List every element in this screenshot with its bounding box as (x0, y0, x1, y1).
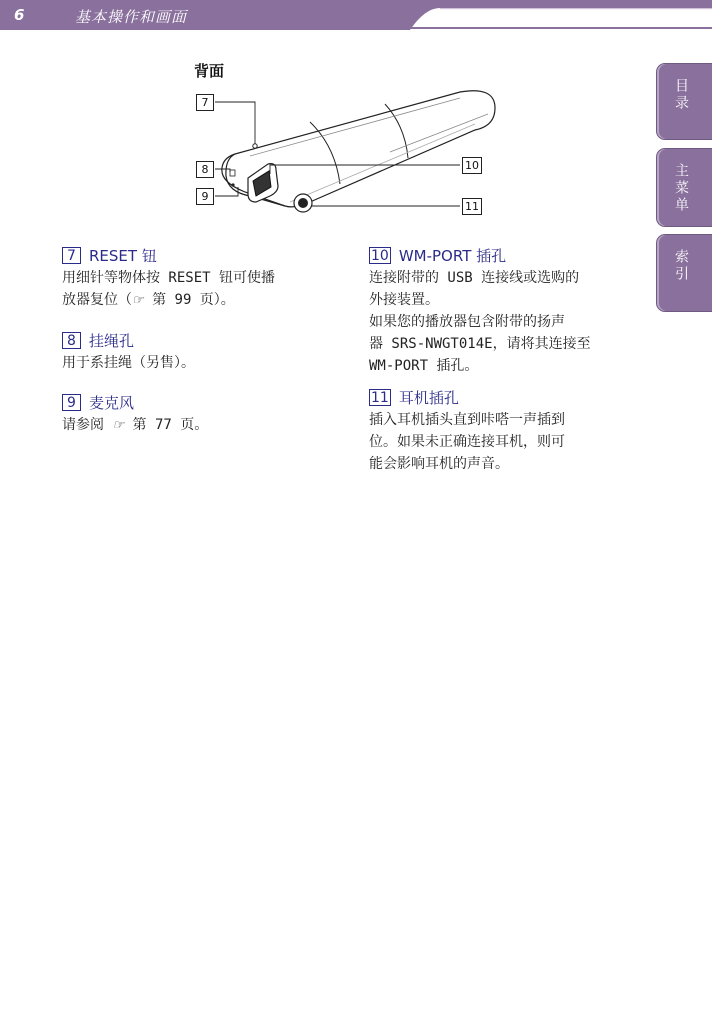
item-description (62, 414, 332, 437)
item-description (62, 352, 332, 374)
item-strap-hole (62, 330, 332, 374)
description-line (62, 414, 332, 437)
page-header (0, 0, 712, 30)
tab-index[interactable] (657, 235, 712, 311)
text-segment: 请参阅 (62, 417, 113, 433)
text-segment: 放器复位（ (62, 292, 132, 308)
callout-8: 8 (196, 161, 214, 178)
item-description (369, 267, 639, 377)
tab-index-label: 索引 (673, 249, 689, 283)
description-line: 连接附带的 USB 连接线或选购的 (369, 270, 580, 286)
callout-9: 9 (196, 188, 214, 205)
description-line: 器 SRS-NWGT014E，请将其连接至 (369, 336, 591, 352)
description-line: 外接装置。 (369, 292, 439, 308)
item-wm-port (369, 245, 639, 377)
description-line: 如果您的播放器包含附带的扬声 (369, 314, 565, 330)
item-title: 麦克风 (89, 393, 135, 412)
item-title: 耳机插孔 (398, 388, 459, 407)
tab-main-menu[interactable] (657, 149, 712, 226)
callout-7: 7 (196, 94, 214, 111)
item-title: WM-PORT 插孔 (398, 246, 507, 265)
page-number: 6 (14, 6, 25, 24)
item-headphone-jack (369, 387, 639, 475)
figure-title: 背面 (194, 62, 225, 80)
item-number: 9 (62, 394, 81, 411)
page-reference-link[interactable]: 第 99 页）。 (143, 292, 235, 308)
device-back-illustration (190, 84, 500, 229)
item-number: 7 (62, 247, 81, 264)
item-number: 10 (371, 247, 389, 264)
item-number: 11 (371, 389, 389, 406)
item-title: 挂绳孔 (89, 331, 135, 350)
callout-11: 11 (462, 198, 482, 215)
item-description (369, 409, 639, 475)
item-number: 8 (62, 332, 81, 349)
description-line: 位。如果未正确连接耳机，则可 (369, 434, 565, 450)
item-reset-button (62, 245, 332, 312)
tab-table-of-contents[interactable] (657, 64, 712, 139)
tab-main-menu-label: 主菜单 (673, 163, 689, 214)
description-line: 用细针等物体按 RESET 钮可使播 (62, 270, 276, 286)
description-line: 用于系挂绳（另售）。 (62, 355, 195, 371)
callout-10: 10 (462, 157, 482, 174)
tab-toc-label: 目录 (673, 78, 689, 112)
section-title: 基本操作和画面 (75, 8, 188, 26)
item-description (62, 267, 332, 312)
description-line (62, 289, 332, 312)
player-drawing (190, 84, 500, 229)
description-line: 插入耳机插头直到咔嗒一声插到 (369, 412, 565, 428)
page-reference-link[interactable]: 第 77 页。 (124, 417, 209, 433)
description-line: WM-PORT 插孔。 (369, 358, 479, 374)
item-microphone (62, 392, 332, 437)
page-reference-icon: ☞ (112, 418, 125, 433)
page-reference-icon: ☞ (132, 293, 144, 308)
description-line: 能会影响耳机的声音。 (369, 456, 509, 472)
item-title: RESET 钮 (89, 246, 157, 265)
